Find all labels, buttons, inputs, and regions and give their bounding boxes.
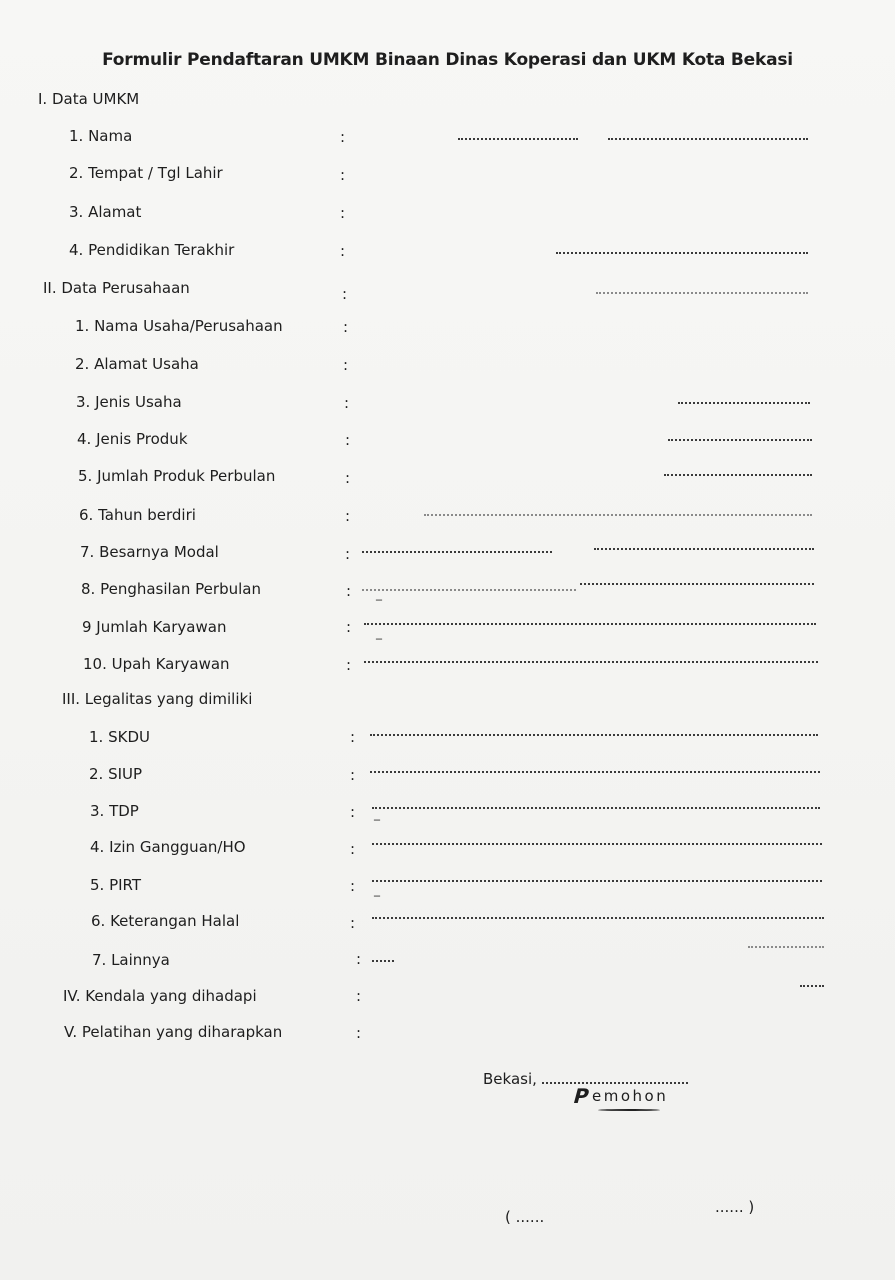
signer-underline: [598, 1109, 660, 1111]
field-line-modal-1[interactable]: [362, 551, 552, 553]
field-line-siup[interactable]: [370, 771, 820, 773]
field-colon: :: [340, 166, 346, 184]
section-5-heading: V. Pelatihan yang diharapkan: [64, 1023, 283, 1041]
field-colon: :: [340, 242, 346, 260]
pen-mark: ‾: [374, 818, 380, 832]
section-1-heading: I. Data UMKM: [38, 90, 140, 108]
signature-name-open: ( ......: [505, 1208, 545, 1226]
field-colon: :: [345, 507, 351, 525]
field-colon: :: [342, 285, 348, 303]
section-3-heading: III. Legalitas yang dimiliki: [62, 690, 253, 708]
field-colon: :: [350, 728, 356, 746]
field-line-tahun-berdiri[interactable]: [424, 514, 812, 516]
field-line-tdp[interactable]: [372, 807, 820, 809]
field-label-pirt: 5. PIRT: [90, 876, 142, 894]
field-label-skdu: 1. SKDU: [89, 728, 150, 746]
field-label-jenis-produk: 4. Jenis Produk: [77, 430, 188, 448]
field-label-tempat-tgl-lahir: 2. Tempat / Tgl Lahir: [69, 164, 223, 182]
field-colon: :: [350, 877, 356, 895]
field-line-pirt[interactable]: [372, 880, 822, 882]
field-colon: :: [344, 394, 350, 412]
field-line-lainnya-1[interactable]: [372, 960, 394, 962]
field-label-tdp: 3. TDP: [90, 802, 139, 820]
field-label-jumlah-karyawan: 9 Jumlah Karyawan: [82, 618, 227, 636]
field-colon: :: [356, 1024, 362, 1042]
signer-label: emohon: [592, 1087, 669, 1105]
field-line-skdu[interactable]: [370, 734, 818, 736]
field-colon: :: [343, 318, 349, 336]
field-line-nama-2[interactable]: [608, 138, 808, 140]
form-title: Formulir Pendaftaran UMKM Binaan Dinas Koperasi dan UKM Kota Bekasi: [102, 50, 793, 70]
field-line-nama-1[interactable]: [458, 138, 578, 140]
field-colon: :: [345, 469, 351, 487]
field-line-izin-gangguan[interactable]: [372, 843, 822, 845]
pen-mark: ‾: [376, 598, 382, 612]
signature-name-close: ...... ): [715, 1198, 755, 1216]
field-label-nama-usaha: 1. Nama Usaha/Perusahaan: [75, 317, 283, 335]
field-colon: :: [356, 987, 362, 1005]
field-colon: :: [340, 204, 346, 222]
field-label-jumlah-produk: 5. Jumlah Produk Perbulan: [78, 467, 276, 485]
field-line-modal-2[interactable]: [594, 548, 814, 550]
field-line-pendidikan[interactable]: [556, 252, 808, 254]
field-line-penghasilan-2[interactable]: [580, 583, 814, 585]
field-label-upah-karyawan: 10. Upah Karyawan: [83, 655, 230, 673]
place-label: Bekasi,: [483, 1070, 537, 1088]
field-line-keterangan-halal[interactable]: [372, 917, 824, 919]
signer-initial: P: [570, 1084, 592, 1108]
field-colon: :: [346, 582, 352, 600]
field-colon: :: [343, 356, 349, 374]
field-line-lainnya-2[interactable]: [748, 946, 824, 948]
field-line-jenis-usaha[interactable]: [678, 402, 810, 404]
field-colon: :: [345, 545, 351, 563]
field-colon: :: [350, 914, 356, 932]
field-colon: :: [346, 618, 352, 636]
field-colon: :: [356, 950, 362, 968]
field-label-keterangan-halal: 6. Keterangan Halal: [91, 912, 240, 930]
field-colon: :: [346, 656, 352, 674]
field-label-besarnya-modal: 7. Besarnya Modal: [80, 543, 219, 561]
field-line-jumlah-produk[interactable]: [664, 474, 812, 476]
pen-mark: ‾: [376, 637, 382, 651]
section-2-heading: II. Data Perusahaan: [43, 279, 190, 297]
field-label-nama: 1. Nama: [69, 127, 133, 145]
field-label-siup: 2. SIUP: [89, 765, 143, 783]
field-label-izin-gangguan: 4. Izin Gangguan/HO: [90, 838, 246, 856]
field-label-alamat: 3. Alamat: [69, 203, 142, 221]
field-line-data-perusahaan[interactable]: [596, 292, 808, 294]
field-label-pendidikan-terakhir: 4. Pendidikan Terakhir: [69, 241, 235, 259]
field-line-jumlah-karyawan[interactable]: [364, 623, 816, 625]
field-colon: :: [340, 128, 346, 146]
field-line-kendala[interactable]: [800, 985, 824, 987]
field-colon: :: [345, 431, 351, 449]
pen-mark: ‾: [374, 894, 380, 908]
field-line-upah-karyawan[interactable]: [364, 661, 818, 663]
field-label-penghasilan: 8. Penghasilan Perbulan: [81, 580, 261, 598]
field-line-jenis-produk[interactable]: [668, 439, 812, 441]
field-colon: :: [350, 766, 356, 784]
field-label-lainnya: 7. Lainnya: [92, 951, 170, 969]
field-line-penghasilan-1[interactable]: [362, 589, 576, 591]
section-4-heading: IV. Kendala yang dihadapi: [63, 987, 257, 1005]
date-line[interactable]: [542, 1082, 688, 1084]
field-label-alamat-usaha: 2. Alamat Usaha: [75, 355, 199, 373]
field-label-tahun-berdiri: 6. Tahun berdiri: [79, 506, 196, 524]
field-label-jenis-usaha: 3. Jenis Usaha: [76, 393, 182, 411]
field-colon: :: [350, 803, 356, 821]
field-colon: :: [350, 840, 356, 858]
